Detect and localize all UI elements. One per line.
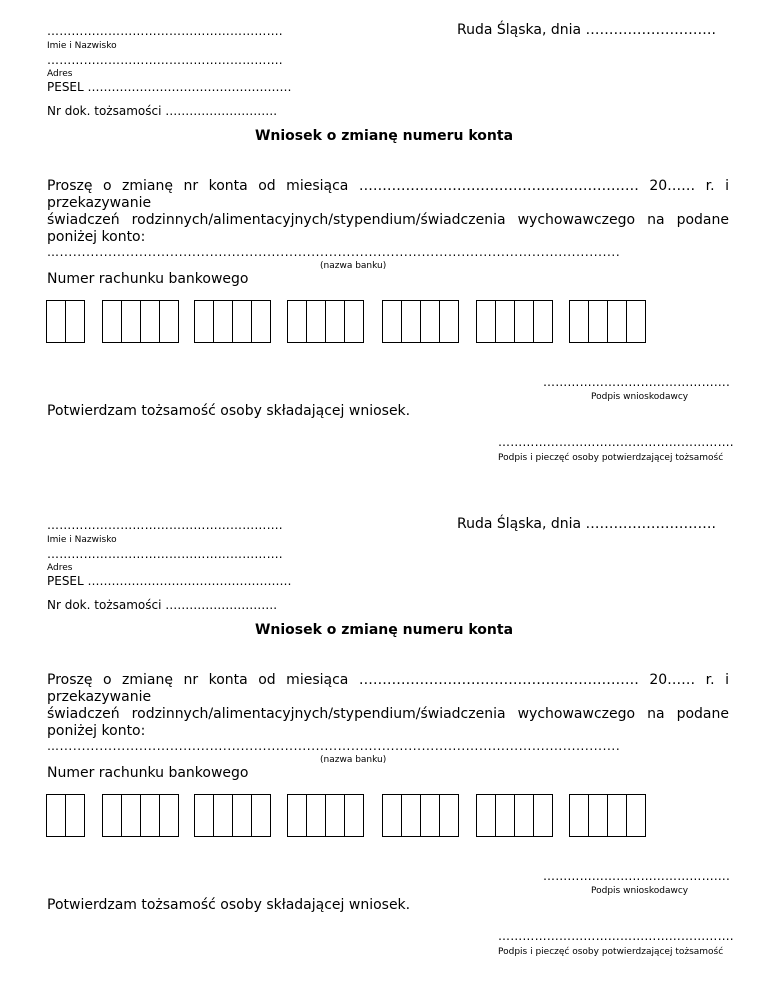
digit-box[interactable] bbox=[102, 794, 122, 837]
account-group-3 bbox=[194, 300, 270, 343]
digit-box[interactable] bbox=[140, 794, 160, 837]
digit-box[interactable] bbox=[495, 300, 515, 343]
digit-box[interactable] bbox=[533, 300, 553, 343]
digit-box[interactable] bbox=[382, 300, 402, 343]
account-group-2 bbox=[102, 300, 178, 343]
request-line-3: poniżej konto: bbox=[47, 723, 146, 739]
stamp-signature-label: Podpis i pieczęć osoby potwierdzającej tożsamość bbox=[498, 453, 724, 463]
account-group-6 bbox=[476, 300, 552, 343]
id-document-field[interactable]: Nr dok. tożsamości ………………………. bbox=[47, 598, 278, 612]
address-field[interactable]: …………………………………………………. bbox=[47, 547, 283, 561]
digit-box[interactable] bbox=[121, 300, 141, 343]
digit-box[interactable] bbox=[588, 300, 608, 343]
digit-box[interactable] bbox=[287, 794, 307, 837]
account-group-5 bbox=[382, 300, 458, 343]
account-group-1 bbox=[46, 794, 84, 837]
account-group-4 bbox=[287, 300, 363, 343]
account-group-3 bbox=[194, 794, 270, 837]
applicant-signature-field[interactable]: ………………………………………. bbox=[543, 869, 731, 883]
digit-box[interactable] bbox=[344, 300, 364, 343]
applicant-signature-label: Podpis wnioskodawcy bbox=[591, 886, 689, 896]
digit-box[interactable] bbox=[607, 300, 627, 343]
bank-name-label: (nazwa banku) bbox=[320, 261, 387, 271]
digit-box[interactable] bbox=[287, 300, 307, 343]
account-number-label: Numer rachunku bankowego bbox=[47, 765, 249, 781]
account-group-4 bbox=[287, 794, 363, 837]
name-field[interactable]: …………………………………………………. bbox=[47, 24, 283, 38]
request-line-1: Proszę o zmianę nr konta od miesiąca …………………………………………………… 20…… r. i przekazywanie bbox=[47, 672, 729, 705]
account-group-2 bbox=[102, 794, 178, 837]
account-group-1 bbox=[46, 300, 84, 343]
digit-box[interactable] bbox=[626, 794, 646, 837]
digit-box[interactable] bbox=[194, 794, 214, 837]
digit-box[interactable] bbox=[344, 794, 364, 837]
digit-box[interactable] bbox=[232, 300, 252, 343]
request-line-2: świadczeń rodzinnych/alimentacyjnych/stypendium/świadczenia wychowawczego na podane bbox=[47, 212, 729, 228]
digit-box[interactable] bbox=[159, 794, 179, 837]
digit-box[interactable] bbox=[251, 794, 271, 837]
applicant-signature-label: Podpis wnioskodawcy bbox=[591, 392, 689, 402]
digit-box[interactable] bbox=[420, 794, 440, 837]
bank-name-field[interactable]: …............................................................................................................................... bbox=[47, 739, 621, 753]
address-label: Adres bbox=[47, 563, 73, 573]
digit-box[interactable] bbox=[476, 794, 496, 837]
confirmation-text: Potwierdzam tożsamość osoby składającej wniosek. bbox=[47, 897, 411, 913]
stamp-signature-label: Podpis i pieczęć osoby potwierdzającej tożsamość bbox=[498, 947, 724, 957]
pesel-field[interactable]: PESEL …………………………………………… bbox=[47, 574, 292, 588]
digit-box[interactable] bbox=[533, 794, 553, 837]
digit-box[interactable] bbox=[306, 794, 326, 837]
digit-box[interactable] bbox=[65, 794, 85, 837]
digit-box[interactable] bbox=[626, 300, 646, 343]
digit-box[interactable] bbox=[65, 300, 85, 343]
digit-box[interactable] bbox=[382, 794, 402, 837]
digit-box[interactable] bbox=[569, 794, 589, 837]
digit-box[interactable] bbox=[588, 794, 608, 837]
digit-box[interactable] bbox=[251, 300, 271, 343]
digit-box[interactable] bbox=[46, 300, 66, 343]
digit-box[interactable] bbox=[213, 794, 233, 837]
digit-box[interactable] bbox=[569, 300, 589, 343]
digit-box[interactable] bbox=[514, 794, 534, 837]
id-document-field[interactable]: Nr dok. tożsamości ………………………. bbox=[47, 104, 278, 118]
request-line-1: Proszę o zmianę nr konta od miesiąca …………………………………………………… 20…… r. i przekazywanie bbox=[47, 178, 729, 211]
digit-box[interactable] bbox=[607, 794, 627, 837]
digit-box[interactable] bbox=[121, 794, 141, 837]
digit-box[interactable] bbox=[159, 300, 179, 343]
digit-box[interactable] bbox=[439, 794, 459, 837]
digit-box[interactable] bbox=[420, 300, 440, 343]
digit-box[interactable] bbox=[102, 300, 122, 343]
account-number-label: Numer rachunku bankowego bbox=[47, 271, 249, 287]
form-title: Wniosek o zmianę numeru konta bbox=[254, 128, 514, 144]
applicant-signature-field[interactable]: ………………………………………. bbox=[543, 375, 731, 389]
request-text bbox=[47, 178, 729, 246]
digit-box[interactable] bbox=[306, 300, 326, 343]
place-date-field[interactable]: Ruda Śląska, dnia ………………………. bbox=[457, 516, 717, 532]
digit-box[interactable] bbox=[514, 300, 534, 343]
confirmation-text: Potwierdzam tożsamość osoby składającej wniosek. bbox=[47, 403, 411, 419]
address-label: Adres bbox=[47, 69, 73, 79]
digit-box[interactable] bbox=[46, 794, 66, 837]
bank-name-field[interactable]: …............................................................................................................................... bbox=[47, 245, 621, 259]
digit-box[interactable] bbox=[439, 300, 459, 343]
place-date-field[interactable]: Ruda Śląska, dnia ………………………. bbox=[457, 22, 717, 38]
account-group-5 bbox=[382, 794, 458, 837]
request-line-3: poniżej konto: bbox=[47, 229, 146, 245]
account-group-7 bbox=[569, 794, 645, 837]
digit-box[interactable] bbox=[232, 794, 252, 837]
digit-box[interactable] bbox=[213, 300, 233, 343]
form-title: Wniosek o zmianę numeru konta bbox=[254, 622, 514, 638]
stamp-signature-field[interactable]: …………………………………………………. bbox=[498, 929, 734, 943]
digit-box[interactable] bbox=[325, 300, 345, 343]
name-label: Imie i Nazwisko bbox=[47, 535, 117, 545]
digit-box[interactable] bbox=[325, 794, 345, 837]
digit-box[interactable] bbox=[476, 300, 496, 343]
digit-box[interactable] bbox=[140, 300, 160, 343]
application-form-2 bbox=[0, 496, 768, 993]
digit-box[interactable] bbox=[495, 794, 515, 837]
name-field[interactable]: …………………………………………………. bbox=[47, 518, 283, 532]
digit-box[interactable] bbox=[194, 300, 214, 343]
name-label: Imie i Nazwisko bbox=[47, 41, 117, 51]
request-line-2: świadczeń rodzinnych/alimentacyjnych/stypendium/świadczenia wychowawczego na podane bbox=[47, 706, 729, 722]
account-group-6 bbox=[476, 794, 552, 837]
pesel-field[interactable]: PESEL …………………………………………… bbox=[47, 80, 292, 94]
stamp-signature-field[interactable]: …………………………………………………. bbox=[498, 435, 734, 449]
digit-box[interactable] bbox=[401, 300, 421, 343]
digit-box[interactable] bbox=[401, 794, 421, 837]
bank-name-label: (nazwa banku) bbox=[320, 755, 387, 765]
address-field[interactable]: …………………………………………………. bbox=[47, 53, 283, 67]
account-group-7 bbox=[569, 300, 645, 343]
request-text bbox=[47, 672, 729, 740]
